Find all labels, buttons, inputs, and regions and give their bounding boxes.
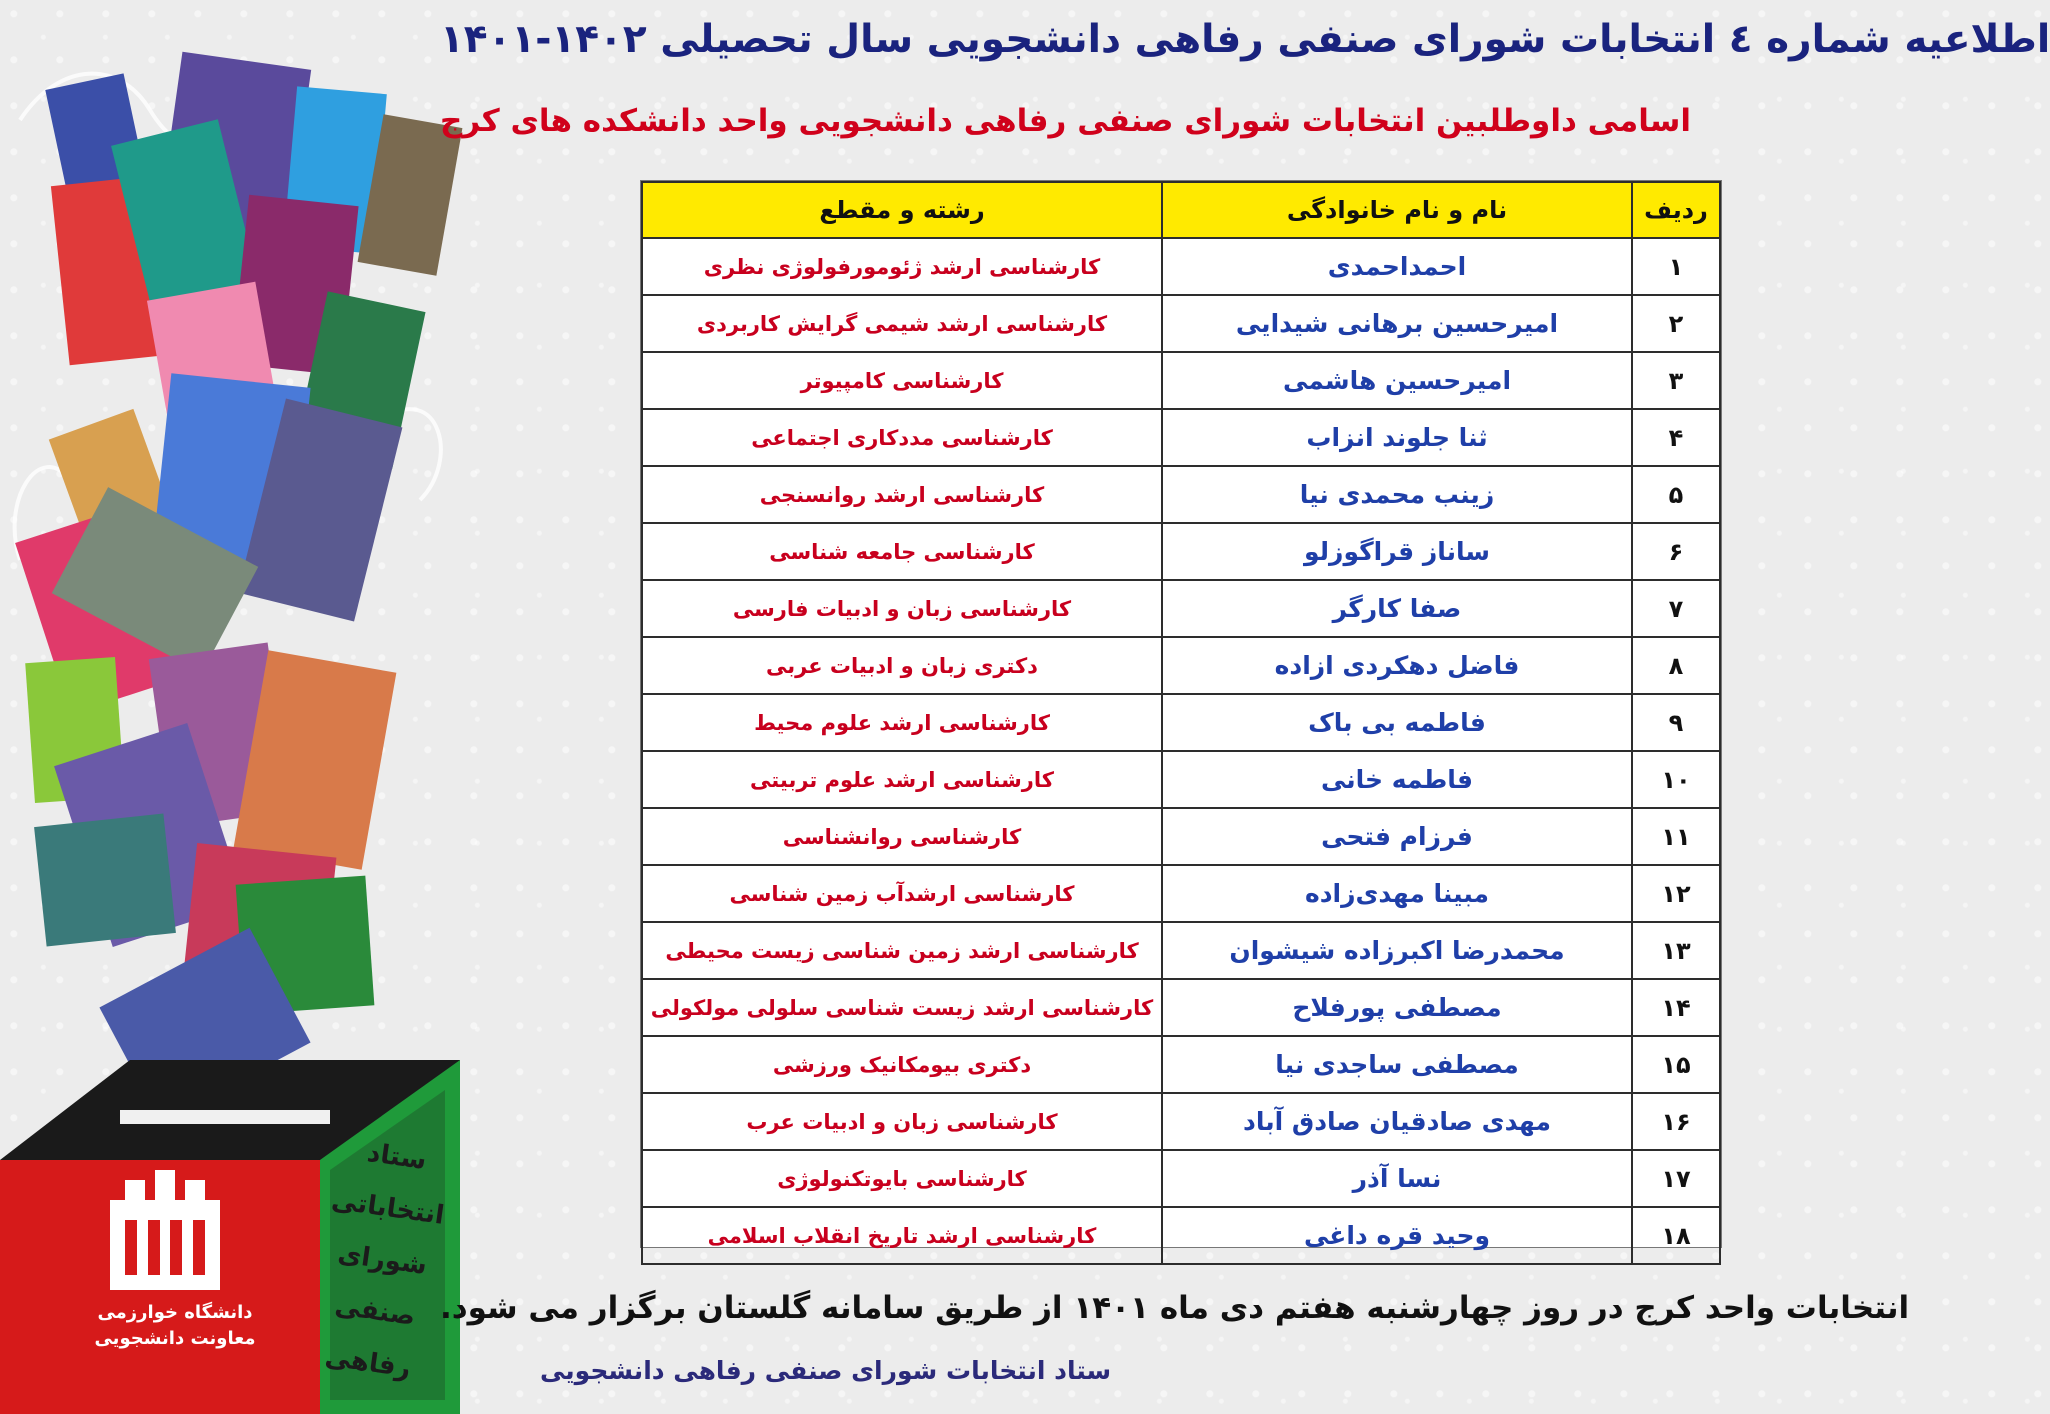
candidate-name: نسا آذر [1162, 1150, 1632, 1207]
row-number: ۱۴ [1632, 979, 1720, 1036]
header-name: نام و نام خانوادگی [1162, 182, 1632, 238]
candidates-table [641, 181, 1721, 1265]
row-number: ۱۱ [1632, 808, 1720, 865]
logo-caption-line: دانشگاه خوارزمی [97, 1302, 253, 1323]
box-side-line: ستاد انتخاباتی [329, 1137, 447, 1231]
row-number: ۱۲ [1632, 865, 1720, 922]
row-number: ۴ [1632, 409, 1720, 466]
candidate-field: کارشناسی ارشد ژئومورفولوژی نظری [642, 238, 1162, 295]
row-number: ۱۰ [1632, 751, 1720, 808]
candidate-field: کارشناسی زبان و ادبیات فارسی [642, 580, 1162, 637]
candidate-name: فاضل دهکردی ازاده [1162, 637, 1632, 694]
candidate-field: دکتری زبان و ادبیات عربی [642, 637, 1162, 694]
table-row [642, 751, 1720, 808]
candidate-field: کارشناسی زبان و ادبیات عرب [642, 1093, 1162, 1150]
header-field: رشته و مقطع [642, 182, 1162, 238]
candidate-field: کارشناسی مددکاری اجتماعی [642, 409, 1162, 466]
table-row [642, 865, 1720, 922]
row-number: ۱ [1632, 238, 1720, 295]
candidate-name: مهدی صادقیان صادق آباد [1162, 1093, 1632, 1150]
table-row [642, 466, 1720, 523]
table-row [642, 409, 1720, 466]
candidate-field: کارشناسی ارشد علوم محیط [642, 694, 1162, 751]
candidate-field: کارشناسی ارشد علوم تربیتی [642, 751, 1162, 808]
table-row [642, 523, 1720, 580]
table-row [642, 1093, 1720, 1150]
candidate-name: فاطمه بی باک [1162, 694, 1632, 751]
table-row [642, 1150, 1720, 1207]
page-subtitle: اسامی داوطلبین انتخابات شورای صنفی رفاهی دانشجویی واحد دانشکده های کرج [440, 103, 1691, 139]
signature: ستاد انتخابات شورای صنفی رفاهی دانشجویی [540, 1355, 1112, 1385]
candidate-field: کارشناسی جامعه شناسی [642, 523, 1162, 580]
candidate-field: کارشناسی ارشد زمین شناسی زیست محیطی [642, 922, 1162, 979]
row-number: ۵ [1632, 466, 1720, 523]
candidate-name: مصطفی ساجدی نیا [1162, 1036, 1632, 1093]
candidate-name: مصطفی پورفلاح [1162, 979, 1632, 1036]
table-row [642, 808, 1720, 865]
row-number: ۱۵ [1632, 1036, 1720, 1093]
candidate-name: محمدرضا اکبرزاده شیشوان [1162, 922, 1632, 979]
candidate-name: زینب محمدی نیا [1162, 466, 1632, 523]
candidate-name: ثنا جلوند انزاب [1162, 409, 1632, 466]
candidate-name: امیرحسین برهانی شیدایی [1162, 295, 1632, 352]
candidate-name: فرزام فتحی [1162, 808, 1632, 865]
candidates-table-container [641, 181, 1721, 1250]
candidate-name: ساناز قراگوزلو [1162, 523, 1632, 580]
page-title: اطلاعیه شماره ٤ انتخابات شورای صنفی رفاهی دانشجویی سال تحصیلی ۱۴۰۲-۱۴۰۱ [440, 16, 2050, 62]
row-number: ۱۸ [1632, 1207, 1720, 1264]
candidate-field: کارشناسی روانشناسی [642, 808, 1162, 865]
row-number: ۸ [1632, 637, 1720, 694]
row-number: ۶ [1632, 523, 1720, 580]
candidate-name: فاطمه خانی [1162, 751, 1632, 808]
candidate-field: دکتری بیومکانیک ورزشی [642, 1036, 1162, 1093]
row-number: ۳ [1632, 352, 1720, 409]
candidate-field: کارشناسی ارشد شیمی گرایش کاربردی [642, 295, 1162, 352]
box-side-line: شورای صنفی [332, 1238, 429, 1332]
table-row [642, 238, 1720, 295]
candidate-name: احمداحمدی [1162, 238, 1632, 295]
candidate-field: کارشناسی کامپیوتر [642, 352, 1162, 409]
candidate-name: وحید قره داغی [1162, 1207, 1632, 1264]
table-row [642, 580, 1720, 637]
candidate-field: کارشناسی ارشد روانسنجی [642, 466, 1162, 523]
table-row [642, 637, 1720, 694]
table-row [642, 922, 1720, 979]
row-number: ۱۶ [1632, 1093, 1720, 1150]
table-row [642, 1207, 1720, 1264]
table-row [642, 694, 1720, 751]
candidate-field: کارشناسی ارشدآب زمین شناسی [642, 865, 1162, 922]
table-row [642, 979, 1720, 1036]
table-body [642, 238, 1720, 1264]
row-number: ۱۷ [1632, 1150, 1720, 1207]
logo-caption [60, 1300, 290, 1352]
table-row [642, 295, 1720, 352]
table-header-row [642, 182, 1720, 238]
candidate-field: کارشناسی ارشد تاریخ انقلاب اسلامی [642, 1207, 1162, 1264]
candidate-field: کارشناسی بایوتکنولوژی [642, 1150, 1162, 1207]
candidate-name: امیرحسین هاشمی [1162, 352, 1632, 409]
logo-caption-line: معاونت دانشجویی [94, 1328, 256, 1349]
row-number: ۲ [1632, 295, 1720, 352]
table-row [642, 1036, 1720, 1093]
election-notice: انتخابات واحد کرج در روز چهارشنبه هفتم دی ماه ۱۴۰۱ از طریق سامانه گلستان برگزار می شود. [440, 1290, 1910, 1326]
row-number: ۱۳ [1632, 922, 1720, 979]
box-side-line: رفاهی [323, 1342, 413, 1384]
candidate-field: کارشناسی ارشد زیست شناسی سلولی مولکولی [642, 979, 1162, 1036]
candidate-name: مبینا مهدی‌زاده [1162, 865, 1632, 922]
candidate-name: صفا کارگر [1162, 580, 1632, 637]
row-number: ۷ [1632, 580, 1720, 637]
header-num: ردیف [1632, 182, 1720, 238]
table-row [642, 352, 1720, 409]
row-number: ۹ [1632, 694, 1720, 751]
